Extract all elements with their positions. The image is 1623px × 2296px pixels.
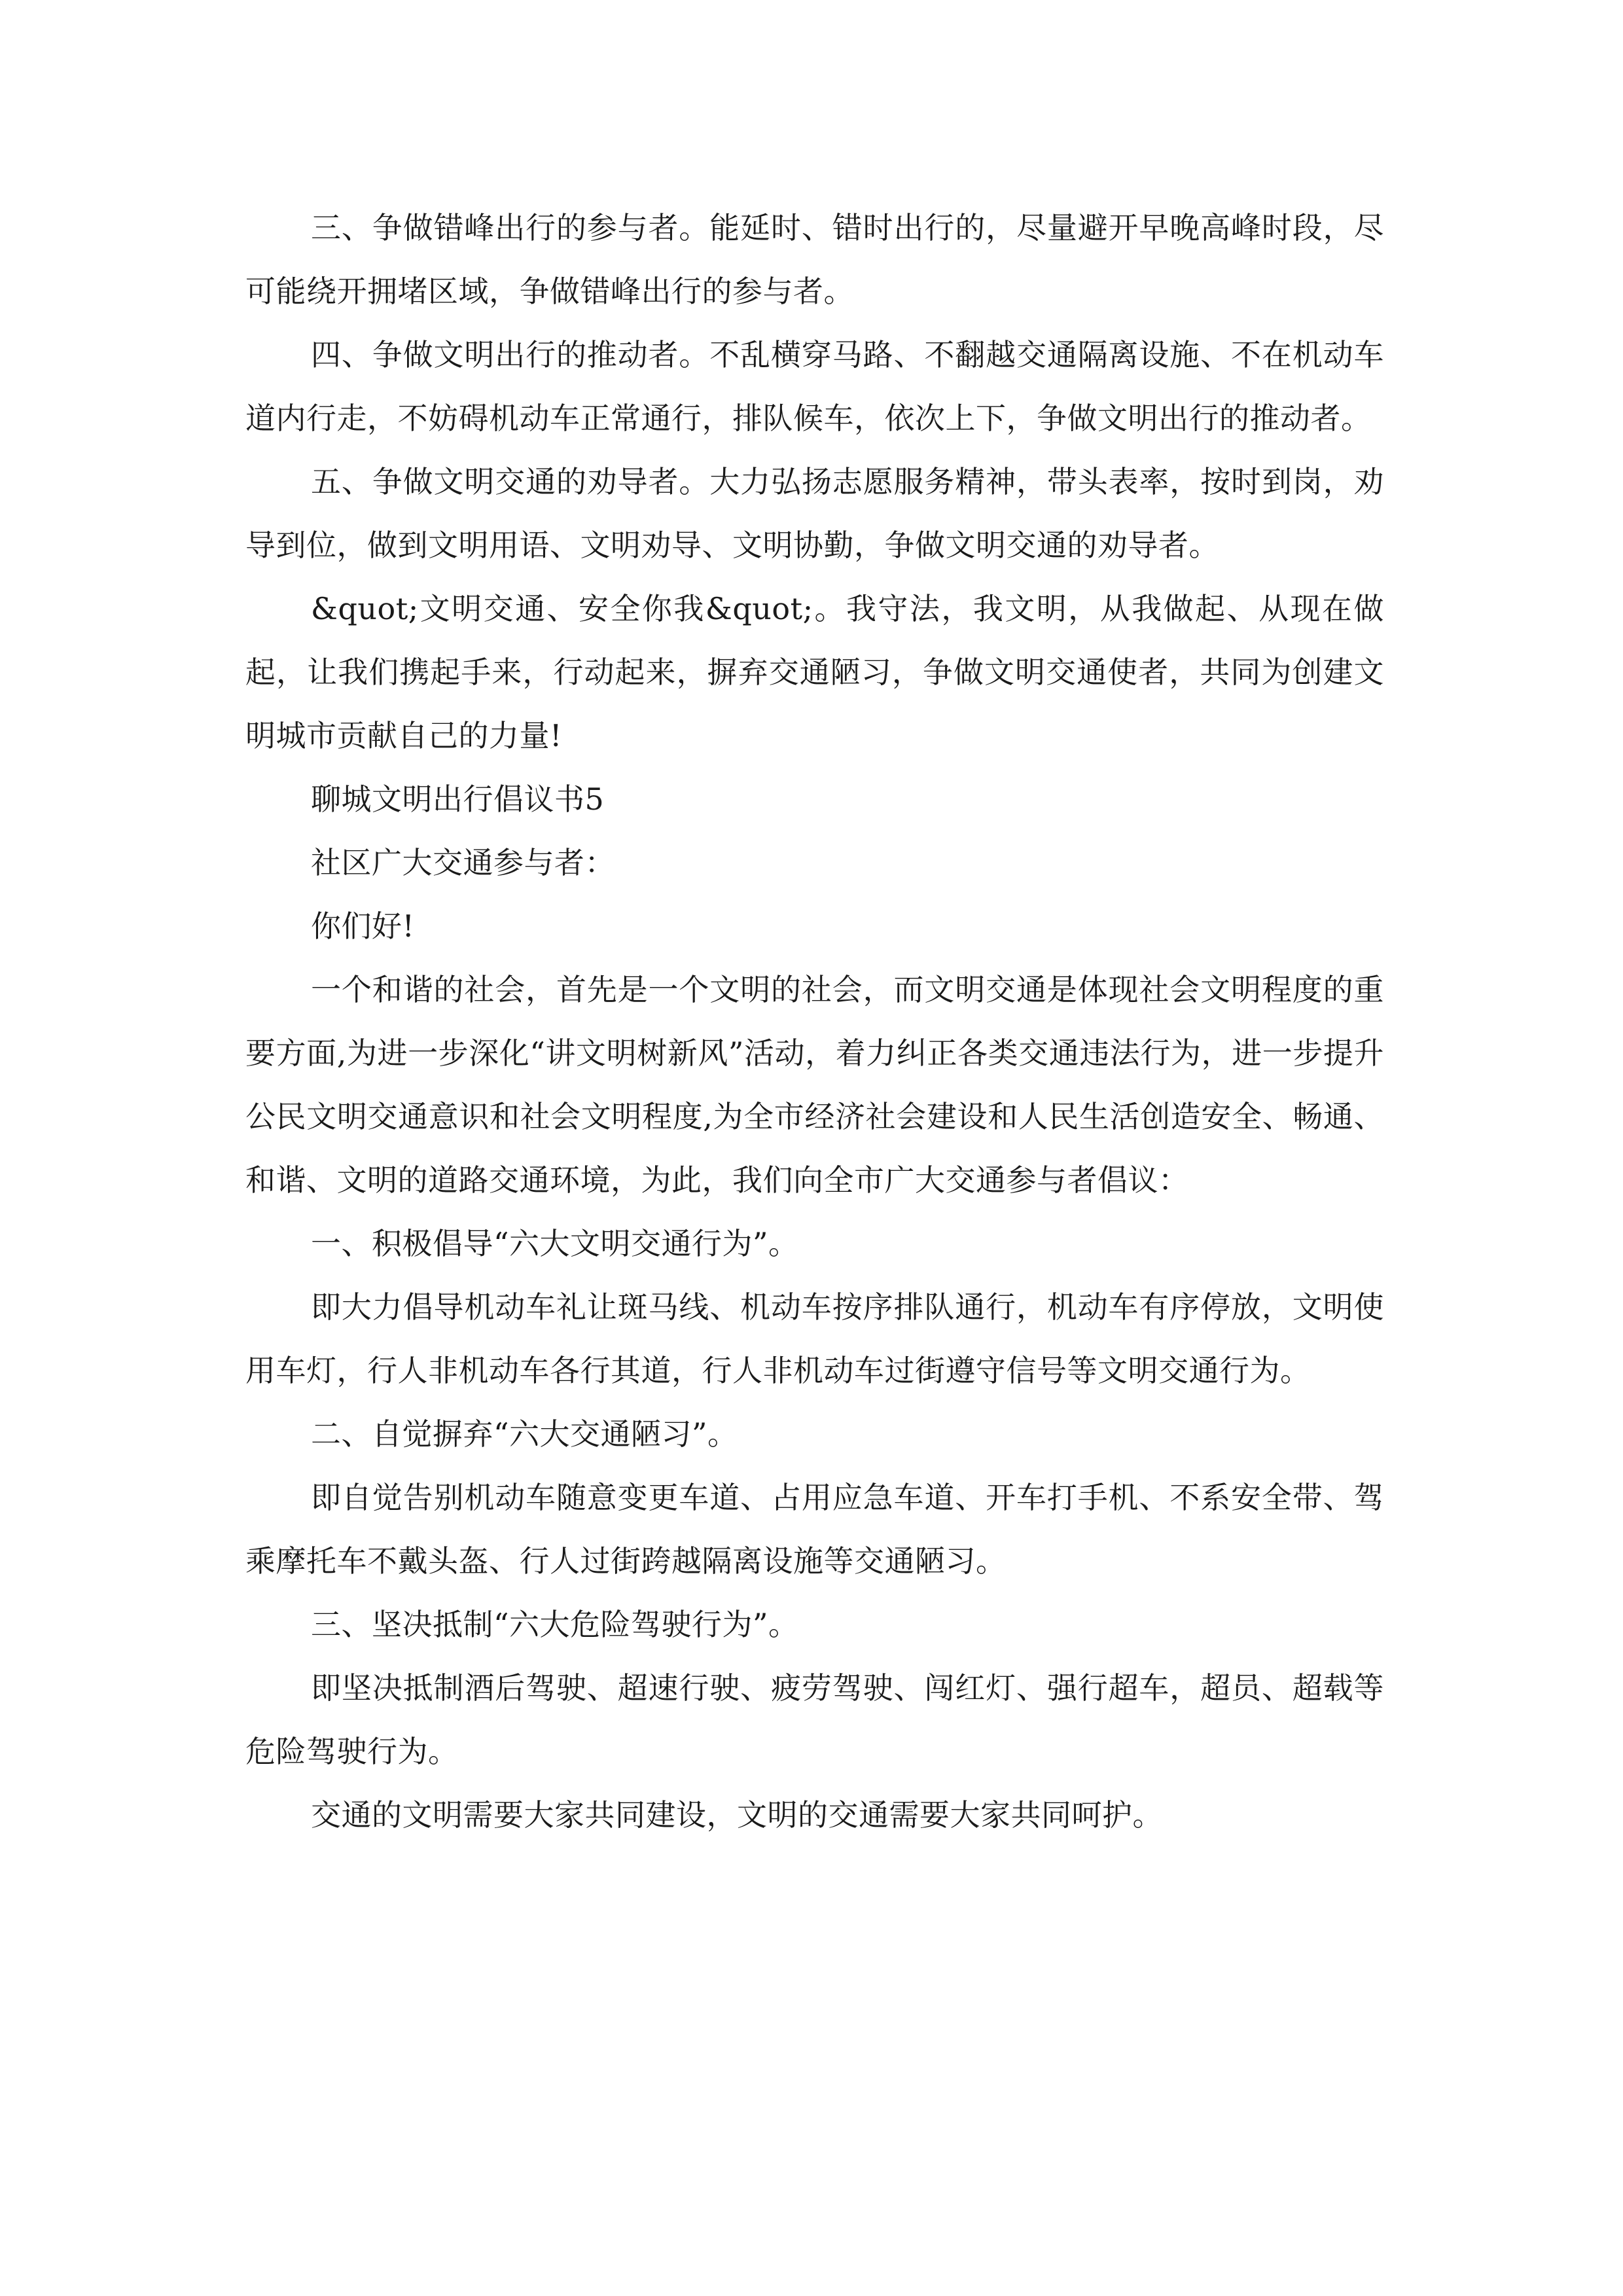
section-title: 聊城文明出行倡议书5 (311, 781, 605, 817)
paragraph-traffic-advisor: 五、争做文明交通的劝导者。大力弘扬志愿服务精神，带头表率，按时到岗，劝导到位，做到文明用语、文明劝导、文明协勤，争做文明交通的劝导者。 (245, 464, 1384, 563)
paragraph-civilized-travel: 四、争做文明出行的推动者。不乱横穿马路、不翻越交通隔离设施、不在机动车道内行走，不妨碍机动车正常通行，排队候车，依次上下，争做文明出行的推动者。 (245, 337, 1384, 436)
item-body-3: 即坚决抵制酒后驾驶、超速行驶、疲劳驾驶、闯红灯、强行超车，超员、超载等危险驾驶行为。 (245, 1670, 1384, 1769)
document-body (245, 196, 1384, 1847)
item-heading-3: 三、坚决抵制“六大危险驾驶行为”。 (311, 1607, 799, 1642)
paragraph-introduction: 一个和谐的社会，首先是一个文明的社会，而文明交通是体现社会文明程度的重要方面,为进一步深化“讲文明树新风”活动，着力纠正各类交通违法行为，进一步提升公民文明交通意识和社会文明程度,为全市经济社会建设和人民生活创造安全、畅通、和谐、文明的道路交通环境，为此，我们向全市广大交通参与者倡议： (245, 972, 1384, 1198)
item-body-1: 即大力倡导机动车礼让斑马线、机动车按序排队通行，机动车有序停放，文明使用车灯，行人非机动车各行其道，行人非机动车过街遵守信号等文明交通行为。 (245, 1289, 1384, 1388)
item-heading-1: 一、积极倡导“六大文明交通行为”。 (311, 1226, 799, 1261)
salutation: 社区广大交通参与者： (311, 845, 615, 880)
item-heading-2: 二、自觉摒弃“六大交通陋习”。 (311, 1416, 738, 1452)
greeting: 你们好! (311, 908, 415, 944)
paragraph-conclusion: 交通的文明需要大家共同建设，文明的交通需要大家共同呵护。 (311, 1797, 1163, 1833)
paragraph-closing-appeal: &quot;文明交通、安全你我&quot;。我守法，我文明，从我做起、从现在做起，让我们携起手来，行动起来，摒弃交通陋习，争做文明交通使者，共同为创建文明城市贡献自己的力量! (245, 591, 1384, 753)
item-body-2: 即自觉告别机动车随意变更车道、占用应急车道、开车打手机、不系安全带、驾乘摩托车不戴头盔、行人过街跨越隔离设施等交通陋习。 (245, 1480, 1384, 1579)
paragraph-staggered-travel: 三、争做错峰出行的参与者。能延时、错时出行的，尽量避开早晚高峰时段，尽可能绕开拥堵区域，争做错峰出行的参与者。 (245, 210, 1384, 309)
